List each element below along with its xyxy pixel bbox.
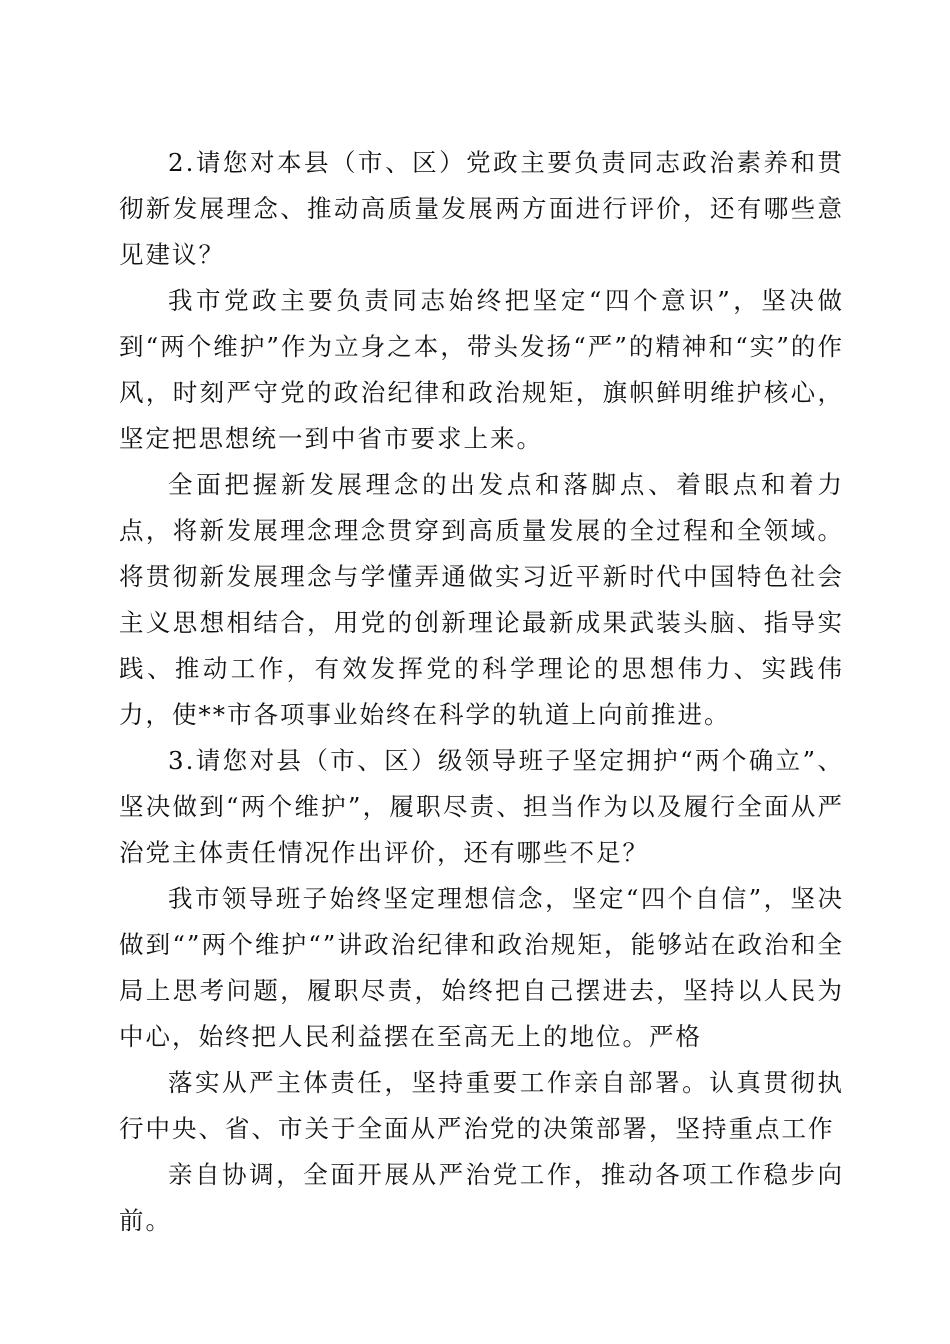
document-body <box>119 140 844 1244</box>
answer-3-paragraph-2: 落实从严主体责任，坚持重要工作亲自部署。认真贯彻执行中央、省、市关于全面从严治党的决策部署，坚持重点工作 <box>119 1068 844 1143</box>
question-2-paragraph: 2.请您对本县（市、区）党政主要负责同志政治素养和贯彻新发展理念、推动高质量发展两方面进行评价，还有哪些意见建议？ <box>119 148 844 269</box>
question-3-paragraph: 3.请您对县（市、区）级领导班子坚定拥护“两个确立”、坚决做到“两个维护”，履职尽责、担当作为以及履行全面从严治党主体责任情况作出评价，还有哪些不足？ <box>119 746 844 867</box>
answer-2-paragraph-1: 我市党政主要负责同志始终把坚定“四个意识”，坚决做到“两个维护”作为立身之本，带头发扬“严”的精神和“实”的作风，时刻严守党的政治纪律和政治规矩，旗帜鲜明维护核心，坚定把思想统一到中省市要求上来。 <box>119 286 844 453</box>
answer-3-paragraph-1: 我市领导班子始终坚定理想信念，坚定“四个自信”，坚决做到“”两个维护“”讲政治纪律和政治规矩，能够站在政治和全局上思考问题，履职尽责，始终把自己摆进去，坚持以人民为中心，始终把人民利益摆在至高无上的地位。严格 <box>119 884 844 1051</box>
answer-2-paragraph-2: 全面把握新发展理念的出发点和落脚点、着眼点和着力点，将新发展理念理念贯穿到高质量发展的全过程和全领域。将贯彻新发展理念与学懂弄通做实习近平新时代中国特色社会主义思想相结合，用党的创新理论最新成果武装头脑、指导实践、推动工作，有效发挥党的科学理论的思想伟力、实践伟力，使**市各项事业始终在科学的轨道上向前推进。 <box>119 470 844 729</box>
answer-3-paragraph-3: 亲自协调，全面开展从严治党工作，推动各项工作稳步向前。 <box>119 1160 844 1235</box>
